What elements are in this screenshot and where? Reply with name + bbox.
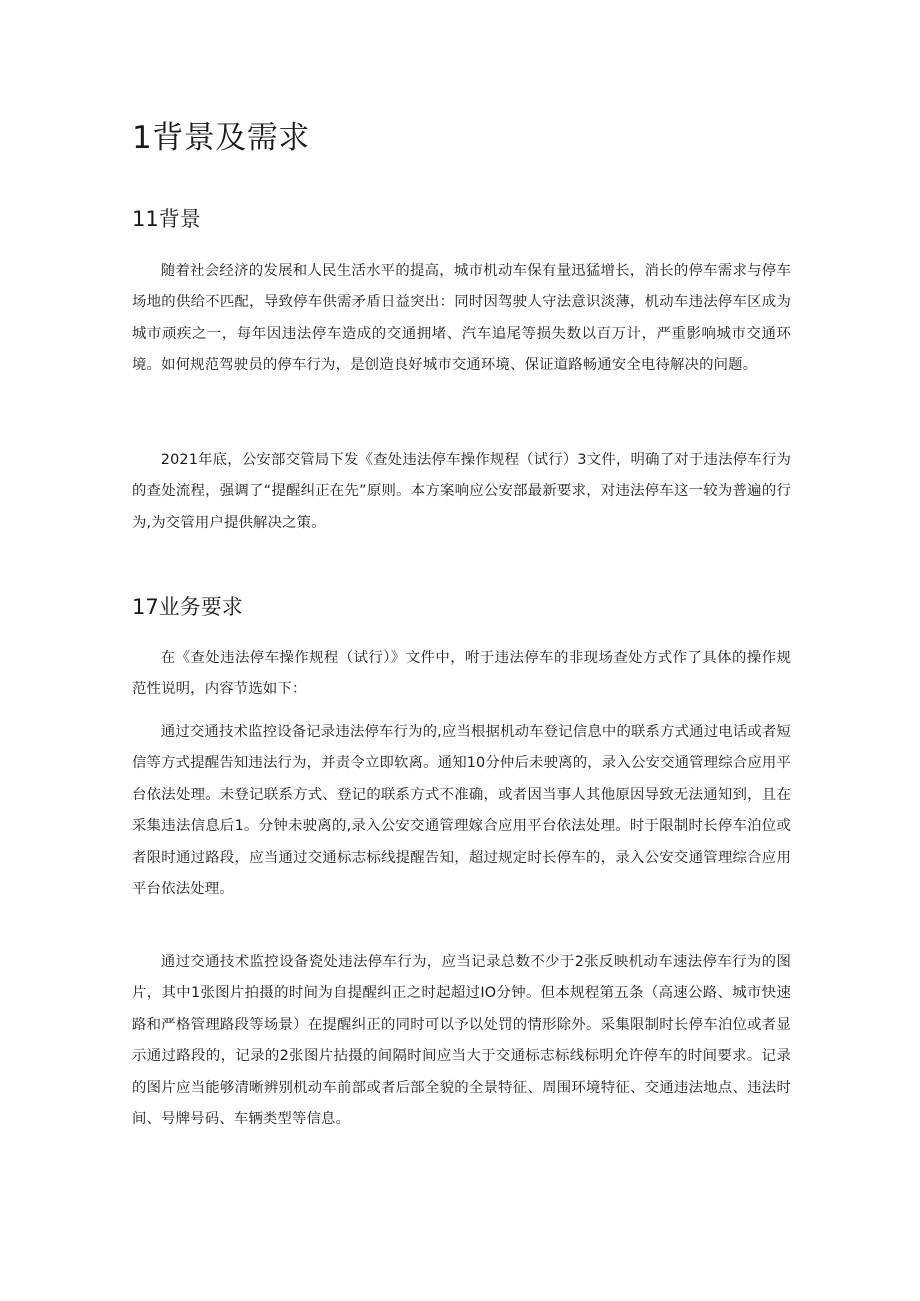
- paragraph: 通过交通技术监控设备瓷处违法停车行为，应当记录总数不少于2张反映机动车速法停车行为的图片，其中1张图片拍摄的时间为自提醒纠正之时起超过IO分钟。但本规程第五条（高速公路、城市快速路和严格管理路段等场景）在提醒纠正的同时可以予以处罚的情形除外。采集限制时长停车泊位或者显示通过路段的，记录的2张图片拈摄的间隔时间应当大于交通标志标线标明允许停车的时间要求。记录的图片应当能够清晰辨别机动车前部或者后部全貌的全景特征、周围环境特征、交通违法地点、违法时间、号牌号码、车辆类型等信息。: [132, 954, 791, 1128]
- paragraph: 在《查处违法停车操作规程（试行）》文件中，咐于违法停车的非现场查处方式作了具体的操作规范性说明，内容节选如下：: [132, 650, 791, 698]
- document-title: 1背景及需求: [132, 120, 310, 156]
- paragraph: 随着社会经济的发展和人民生活水平的提高，城市机动车保有量迅猛增长，消长的停车需求与停车场地的供给不匹配，导致停车供需矛盾日益突出：同时因驾驶人守法意识淡薄，机动车违法停车区成为城市顽疾之一，每年因违法停车造成的交通拥堵、汽车追尾等损失数以百万计，严重影响城市交通环境。如何规范驾驶员的停车行为，是创造良好城市交通环境、保证道路畅通安全电待解决的问题。: [132, 263, 791, 374]
- section-heading-requirements: 17业务要求: [132, 595, 243, 619]
- paragraph: 通过交通技术监控设备记录违法停车行为的,应当根据机动车登记信息中的联系方式通过电话或者短信等方式提醒告知违法行为，并责令立即软离。通知10分仲后未驶离的，录入公安交通管理综合应用平台依法处理。未登记联系方式、登记的联系方式不准确，或者因当事人其他原因导致无法通知到，且在采集违法信息后1。分钟未驶离的,录入公安交通管理嫁合应用平台依法处理。时于限制时长停车泊位或者限时通过路段，应当通过交通标志标线提醒告知，超过规定时长停车的，录入公安交通管理综合应用平台依法处理。: [132, 724, 791, 898]
- paragraph: 2021年底，公安部交管局下发《查处违法停车操作规程（试行）3文件，明确了对于违法停车行为的查处流程，强调了“提醒纠正在先”原则。本方案响应公安部最新要求，对违法停车这一较为普遍的行为,为交管用户提供解决之策。: [132, 452, 791, 531]
- section-heading-background: 11背景: [132, 207, 201, 231]
